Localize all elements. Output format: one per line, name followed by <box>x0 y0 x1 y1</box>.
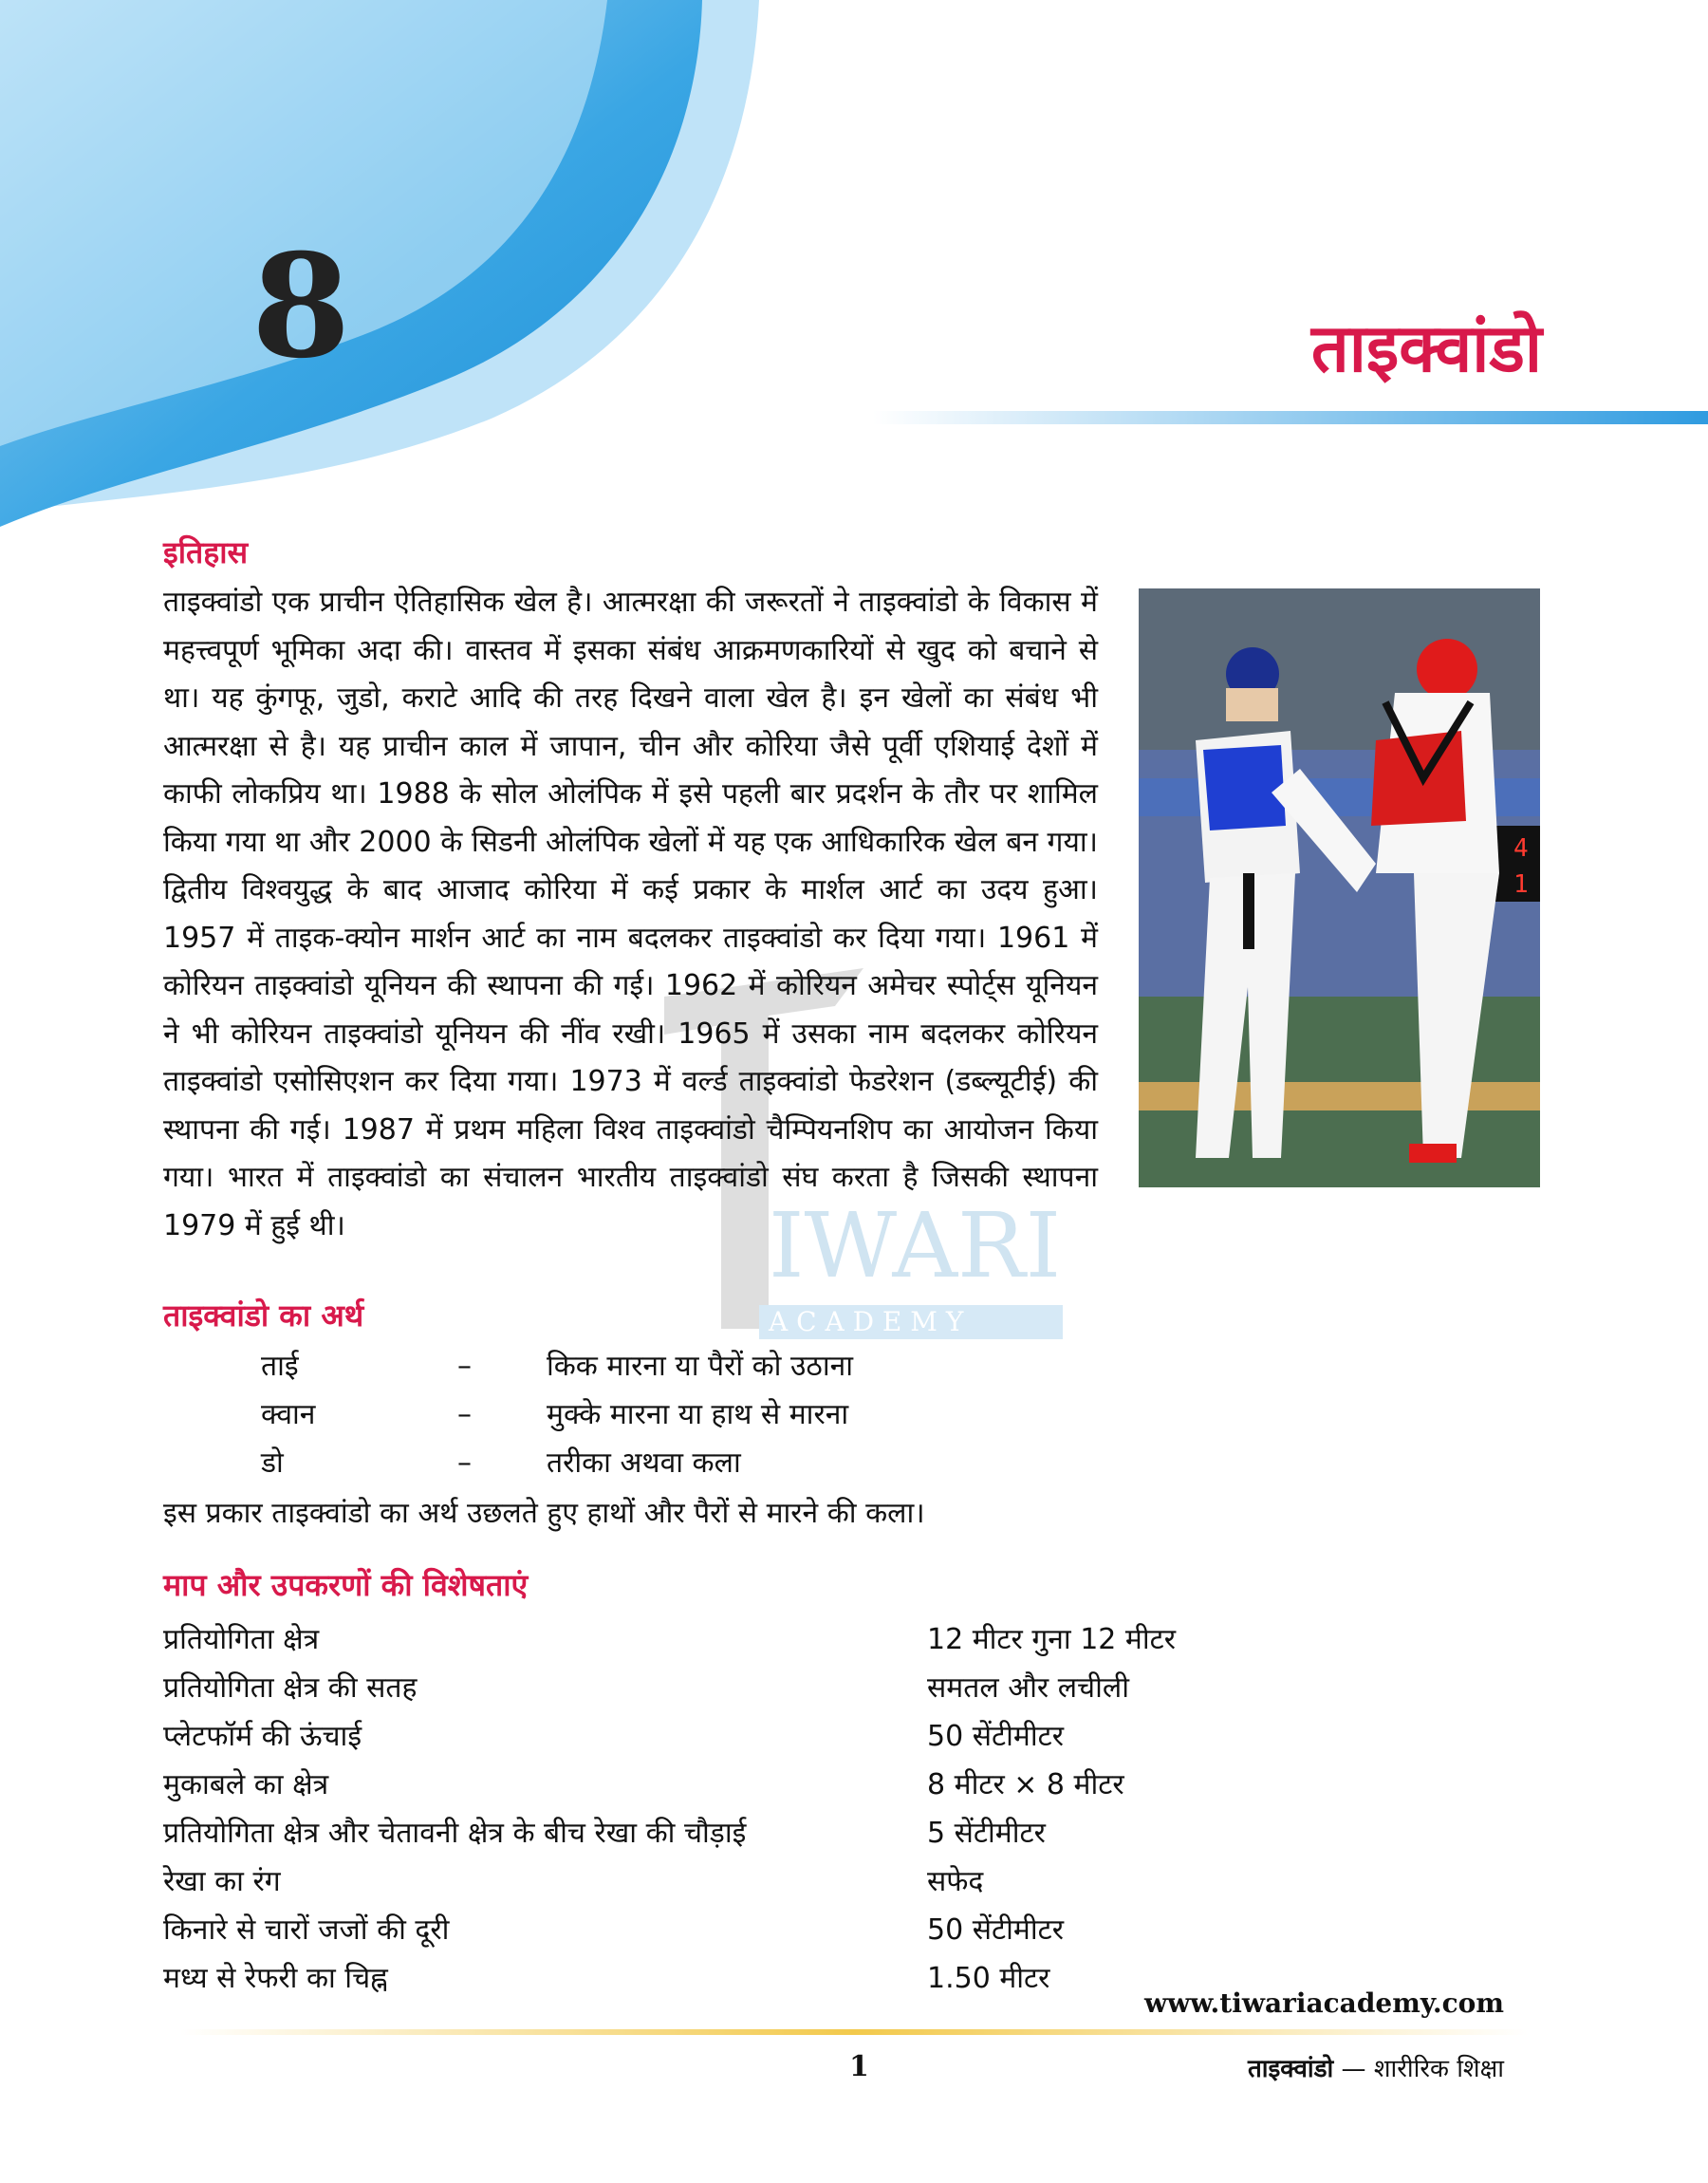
footer-chapter: ताइक्वांडो <box>1247 2055 1334 2083</box>
spec-value: समतल और लचीली <box>927 1671 1129 1705</box>
svg-text:1: 1 <box>1513 870 1529 899</box>
title-underline <box>873 411 1708 424</box>
meaning-term: डो <box>261 1446 284 1480</box>
spec-value: 1.50 मीटर <box>927 1962 1050 1995</box>
meaning-summary: इस प्रकार ताइक्वांडो का अर्थ उछलते हुए हाथों और पैरों से मारने की कला। <box>163 1497 925 1530</box>
spec-row <box>163 1906 1207 1954</box>
spec-value: 5 सेंटीमीटर <box>927 1817 1046 1850</box>
specs-table <box>0 1615 1328 2005</box>
page-number: 1 <box>849 2050 869 2083</box>
spec-value: सफेद <box>927 1865 984 1898</box>
meaning-row <box>0 1343 854 1390</box>
meaning-row <box>0 1440 854 1487</box>
meaning-list <box>0 1343 949 1495</box>
history-heading: इतिहास <box>163 534 249 570</box>
spec-label: रेखा का रंग <box>163 1865 281 1898</box>
spec-value: 50 सेंटीमीटर <box>927 1720 1064 1753</box>
spec-row <box>163 1857 1207 1906</box>
chapter-title: ताइक्वांडो <box>1310 309 1542 387</box>
meaning-dash: – <box>457 1398 472 1431</box>
spec-row <box>163 1809 1207 1857</box>
spec-label: मध्य से रेफरी का चिह्न <box>163 1962 388 1995</box>
footer-book: शारीरिक शिक्षा <box>1373 2055 1504 2083</box>
spec-label: मुकाबले का क्षेत्र <box>163 1768 329 1801</box>
spec-label: प्रतियोगिता क्षेत्र की सतह <box>163 1671 418 1705</box>
meaning-term: ताई <box>261 1350 299 1383</box>
meaning-heading: ताइक्वांडो का अर्थ <box>163 1297 364 1334</box>
specs-heading: माप और उपकरणों की विशेषताएं <box>163 1567 529 1603</box>
footer-rule <box>180 2026 1528 2038</box>
svg-text:4: 4 <box>1513 834 1529 863</box>
watermark-sub: A C A D E M Y <box>769 1306 964 1337</box>
history-paragraph: ताइक्वांडो एक प्राचीन ऐतिहासिक खेल है। आत्मरक्षा की जरूरतों ने ताइक्वांडो के विकास में महत्त्वपूर्ण भूमिका अदा की। वास्तव में इसका संबंध आक्रमणकारियों से खुद को बचाने से था। यह कुंगफू, जुडो, कराटे आदि की तरह दिखने वाला खेल है। इन खेलों का संबंध भी आत्मरक्षा से है। यह प्राचीन काल में जापान, चीन और कोरिया जैसे पूर्वी एशियाई देशों में काफी लोकप्रिय था। 1988 के सोल ओलंपिक में इसे पहली बार प्रदर्शन के तौर पर शामिल किया गया था और 2000 के सिडनी ओलंपिक खेलों में यह एक आधिकारिक खेल बन गया। द्वितीय विश्वयुद्ध के बाद आजाद कोरिया में कई प्रकार के मार्शल आर्ट का उदय हुआ। 1957 में ताइक-क्योन मार्शन आर्ट का नाम बदलकर ताइक्वांडो कर दिया गया। 1961 में कोरियन ताइक्वांडो यूनियन की स्थापना की गई। 1962 में कोरियन अमेचर स्पोर्ट्स यूनियन ने भी कोरियन ताइक्वांडो यूनियन की नींव रखी। 1965 में उसका नाम बदलकर कोरियन ताइक्वांडो एसोसिएशन कर दिया गया। 1973 में वर्ल्ड ताइक्वांडो फेडरेशन (डब्ल्यूटीई) की स्थापना की गई। 1987 में प्रथम महिला विश्व ताइक्वांडो चैम्पियनशिप का आयोजन किया गया। भारत में ताइक्वांडो का संचालन भारतीय ताइक्वांडो संघ करता है जिसकी स्थापना 1979 में हुई थी। <box>163 586 1098 1242</box>
footer-title <box>1248 2050 1504 2084</box>
meaning-dash: – <box>457 1446 472 1480</box>
spec-value: 50 सेंटीमीटर <box>927 1913 1064 1947</box>
meaning-text: मुक्के मारना या हाथ से मारना <box>547 1398 849 1431</box>
spec-label: प्रतियोगिता क्षेत्र <box>163 1623 320 1656</box>
footer-separator: — <box>1341 2055 1366 2083</box>
spec-row <box>163 1615 1207 1664</box>
watermark-brand: IWARI <box>769 1194 1062 1298</box>
website-link[interactable]: www.tiwariacademy.com <box>1144 1987 1504 2019</box>
spec-row <box>163 1761 1207 1809</box>
spec-value: 12 मीटर गुना 12 मीटर <box>927 1623 1177 1656</box>
spec-row <box>163 1712 1207 1761</box>
spec-label: प्रतियोगिता क्षेत्र और चेतावनी क्षेत्र के बीच रेखा की चौड़ाई <box>163 1817 747 1850</box>
meaning-dash: – <box>457 1350 472 1383</box>
meaning-row <box>0 1391 854 1439</box>
spec-row <box>163 1954 1207 2003</box>
spec-label: किनारे से चारों जजों की दूरी <box>163 1913 450 1947</box>
spec-row <box>163 1664 1207 1712</box>
chapter-number: 8 <box>251 223 351 390</box>
meaning-term: क्वान <box>261 1398 316 1431</box>
meaning-text: किक मारना या पैरों को उठाना <box>547 1350 854 1383</box>
meaning-text: तरीका अथवा कला <box>547 1446 741 1480</box>
spec-label: प्लेटफॉर्म की ऊंचाई <box>163 1720 362 1753</box>
spec-value: 8 मीटर × 8 मीटर <box>927 1768 1124 1801</box>
taekwondo-photo <box>1139 588 1540 1187</box>
